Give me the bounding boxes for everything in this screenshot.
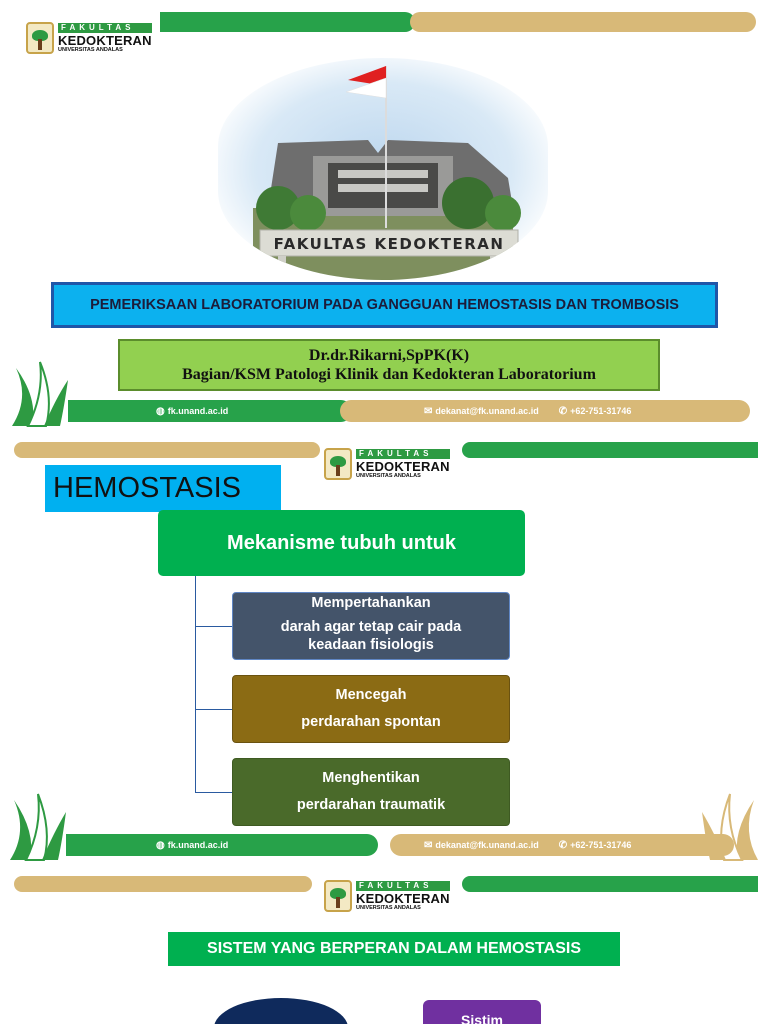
unand-emblem-icon xyxy=(26,22,54,54)
unand-emblem-icon xyxy=(324,880,352,912)
child-node-line: Menghentikan xyxy=(322,769,420,786)
building-photo xyxy=(218,58,548,280)
top-banner-gold xyxy=(14,442,320,458)
logo-line3: UNIVERSITAS ANDALAS xyxy=(356,472,421,479)
top-banner-gold xyxy=(14,876,312,892)
top-banner-gold xyxy=(410,12,756,32)
website-text: fk.unand.ac.id xyxy=(167,840,229,850)
phone-text: +62-751-31746 xyxy=(570,840,632,850)
tree-connector-vertical xyxy=(195,576,196,792)
tree-connector-2 xyxy=(195,709,232,710)
child-node-line: darah agar tetap cair pada xyxy=(280,619,462,636)
footer-contact xyxy=(340,400,750,422)
globe-icon: ◍ xyxy=(156,405,165,417)
presentation-title: PEMERIKSAAN LABORATORIUM PADA GANGGUAN HEMOSTASIS DAN TROMBOSIS xyxy=(51,282,718,328)
slide-1 xyxy=(0,0,768,430)
globe-icon: ◍ xyxy=(156,839,165,851)
top-banner-green xyxy=(160,12,415,32)
navy-oval-shape xyxy=(214,998,348,1024)
top-banner-green xyxy=(462,442,758,458)
logo-line2: KEDOKTERAN xyxy=(58,32,152,48)
footer-website[interactable] xyxy=(68,400,352,422)
logo-line1: FAKULTAS xyxy=(58,23,152,33)
child-node-line: keadaan fisiologis xyxy=(308,637,434,654)
logo-line3: UNIVERSITAS ANDALAS xyxy=(356,904,421,911)
phone-icon: ✆ xyxy=(558,839,568,851)
email-text[interactable]: dekanat@fk.unand.ac.id xyxy=(435,406,539,416)
author-department: Bagian/KSM Patologi Klinik dan Kedokteran Laboratorium xyxy=(182,366,596,383)
author-name: Dr.dr.Rikarni,SpPK(K) xyxy=(308,346,470,364)
logo-line1: FAKULTAS xyxy=(356,881,450,891)
logo-line2: KEDOKTERAN xyxy=(356,890,450,906)
building-sign-text: FAKULTAS KEDOKTERAN xyxy=(273,235,505,253)
phone-icon: ✆ xyxy=(558,405,568,417)
tree-connector-3 xyxy=(195,792,232,793)
system-box-label: Sistim xyxy=(460,1012,503,1024)
slide-heading: HEMOSTASIS xyxy=(45,465,281,512)
child-node-stop xyxy=(232,758,510,826)
child-node-line: perdarahan spontan xyxy=(301,714,441,730)
envelope-icon: ✉ xyxy=(424,839,433,851)
slide-2 xyxy=(0,438,768,862)
logo-line1: FAKULTAS xyxy=(356,449,450,459)
child-node-prevent xyxy=(232,675,510,743)
top-banner-green xyxy=(462,876,758,892)
phone-text: +62-751-31746 xyxy=(570,406,632,416)
email-text[interactable]: dekanat@fk.unand.ac.id xyxy=(435,840,539,850)
slide-heading: SISTEM YANG BERPERAN DALAM HEMOSTASIS xyxy=(168,932,620,966)
child-node-line: Mempertahankan xyxy=(311,595,431,611)
child-node-line: perdarahan traumatik xyxy=(296,797,446,813)
root-node: Mekanisme tubuh untuk xyxy=(158,510,525,576)
slide-3 xyxy=(0,868,768,1024)
faculty-logo xyxy=(26,22,152,54)
system-box xyxy=(423,1000,541,1024)
footer-website[interactable] xyxy=(66,834,378,856)
logo-line2: KEDOKTERAN xyxy=(356,458,450,474)
child-node-line: Mencegah xyxy=(335,686,407,703)
footer-contact xyxy=(390,834,734,856)
envelope-icon: ✉ xyxy=(424,405,433,417)
website-text: fk.unand.ac.id xyxy=(167,406,229,416)
child-node-maintain xyxy=(232,592,510,660)
faculty-logo xyxy=(324,880,450,912)
author-box xyxy=(118,339,660,391)
tree-connector-1 xyxy=(195,626,232,627)
logo-line3: UNIVERSITAS ANDALAS xyxy=(58,46,123,53)
faculty-logo xyxy=(324,448,450,480)
unand-emblem-icon xyxy=(324,448,352,480)
